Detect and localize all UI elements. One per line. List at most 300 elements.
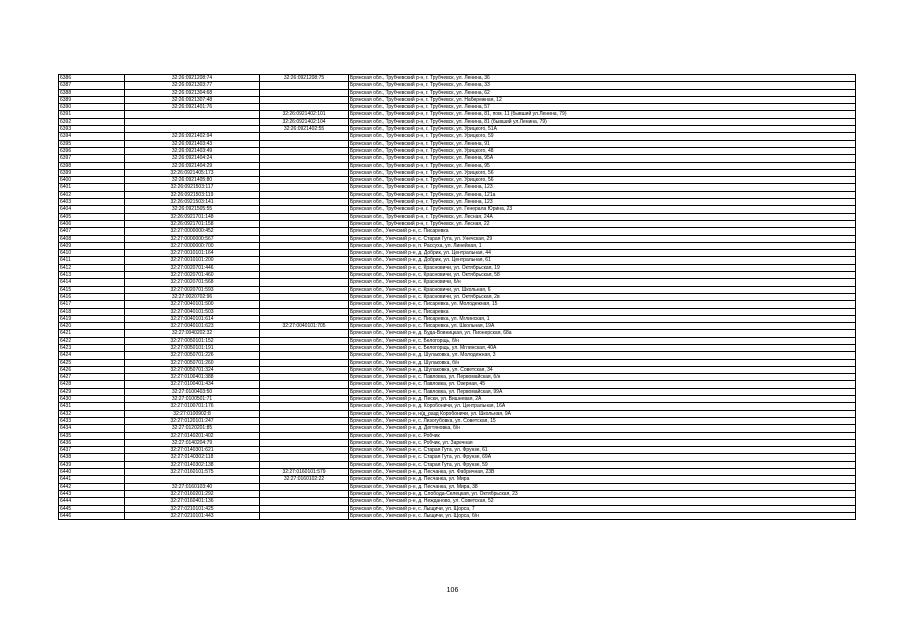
cadastral-number-cell: 32:27:0050101:152 [125,337,260,344]
row-number-cell: 6444 [59,498,125,505]
table-row [59,432,856,439]
row-number-cell: 6390 [59,104,125,111]
row-number-cell: 6427 [59,374,125,381]
address-cell: Брянская обл., Унечский р-н, с. Красновичи, ул. Октябрьская, 58 [349,272,856,279]
table-row [59,257,856,264]
related-cadastral-number-cell [260,279,349,286]
row-number-cell: 6426 [59,366,125,373]
row-number-cell: 6402 [59,191,125,198]
row-number-cell: 6445 [59,505,125,512]
row-number-cell: 6436 [59,439,125,446]
address-cell: Брянская обл., Унечский р-н, с. Белогорщь, б/н [349,337,856,344]
table-row [59,490,856,497]
cadastral-number-cell: 32:26:0921701:148 [125,213,260,220]
related-cadastral-number-cell [260,410,349,417]
related-cadastral-number-cell [260,498,349,505]
cadastral-number-cell: 32:26:0921404:24 [125,155,260,162]
cadastral-number-cell: 32:27:0160201:292 [125,490,260,497]
related-cadastral-number-cell [260,396,349,403]
address-cell: Брянская обл., Трубчевский р-н, г. Трубчевск, ул. Генерала Юрина, 23 [349,206,856,213]
related-cadastral-number-cell [260,184,349,191]
address-cell: Брянская обл., Унечский р-н, с. Павловка, ул. Первомайская, 99А [349,388,856,395]
cadastral-number-cell: 32:26:0921505:55 [125,206,260,213]
cadastral-number-cell: 32:27:0040101:614 [125,315,260,322]
table-row [59,301,856,308]
related-cadastral-number-cell: 32:27:0040101:705 [260,323,349,330]
cadastral-number-cell [125,118,260,125]
address-cell: Брянская обл., Трубчевский р-н, г. Трубчевск, ул. Ленина, 33 [349,82,856,89]
address-cell: Брянская обл., Трубчевский р-н, г. Трубчевск, ул. Ленина, 123 [349,199,856,206]
address-cell: Брянская обл., Унечский р-н, д. Пески, ул. Вишневая, 2А [349,396,856,403]
cadastral-number-cell: 32:27:0100403:50 [125,388,260,395]
address-cell: Брянская обл., Трубчевский р-н, г. Трубчевск, ул. Набережная, 12 [349,96,856,103]
row-number-cell: 6398 [59,162,125,169]
row-number-cell: 6442 [59,483,125,490]
related-cadastral-number-cell [260,213,349,220]
table-row [59,439,856,446]
related-cadastral-number-cell [260,330,349,337]
cadastral-number-cell: 32:27:0050701:226 [125,352,260,359]
related-cadastral-number-cell: 32:27:0160102:22 [260,476,349,483]
related-cadastral-number-cell [260,96,349,103]
cadastral-number-cell: 32:27:0120201:85 [125,425,260,432]
address-cell: Брянская обл., Унечский р-н, д. Песчанка, ул. Фабричная, 23В [349,469,856,476]
table-row [59,228,856,235]
address-cell: Брянская обл., Трубчевский р-н, г. Трубчевск, ул. Лесная, 22 [349,220,856,227]
cadastral-number-cell: 32:26:0921405:173 [125,169,260,176]
row-number-cell: 6418 [59,308,125,315]
row-number-cell: 6446 [59,512,125,519]
table-row [59,279,856,286]
address-cell: Брянская обл., Унечский р-н, с. Красновичи, б/н [349,279,856,286]
address-cell: Брянская обл., Трубчевский р-н, г. Трубчевск, ул. Ленина, 95 [349,162,856,169]
related-cadastral-number-cell [260,155,349,162]
cadastral-number-cell: 32:27:0160401:136 [125,498,260,505]
address-cell: Брянская обл., Унечский р-н, д. Коробоничи, ул. Центральная, 16А [349,403,856,410]
cadastral-number-cell: 32:27:0000000:452 [125,228,260,235]
related-cadastral-number-cell [260,403,349,410]
row-number-cell: 6413 [59,272,125,279]
table-row [59,133,856,140]
cadastral-number-cell: 32:26:0921303:77 [125,82,260,89]
address-cell: Брянская обл., Трубчевский р-н, г. Трубчевск, ул. Ленина, 36 [349,75,856,82]
related-cadastral-number-cell [260,242,349,249]
address-cell: Брянская обл., Унечский р-н, д. Песчанка, ул. Мира, 38 [349,483,856,490]
table-row [59,410,856,417]
row-number-cell: 6391 [59,111,125,118]
address-cell: Брянская обл., Унечский р-н, д. Буда-Вовницкая, ул. Пионерская, 68а [349,330,856,337]
table-row [59,147,856,154]
address-cell: Брянская обл., Унечский р-н, с. Робчик [349,432,856,439]
address-cell: Брянская обл., Унечский р-н, с. Старая Гута, ул. Фрунзе, 61 [349,447,856,454]
related-cadastral-number-cell [260,169,349,176]
row-number-cell: 6415 [59,286,125,293]
related-cadastral-number-cell [260,512,349,519]
related-cadastral-number-cell [260,264,349,271]
related-cadastral-number-cell [260,352,349,359]
related-cadastral-number-cell [260,177,349,184]
row-number-cell: 6428 [59,381,125,388]
related-cadastral-number-cell: 32:26:0921402:55 [260,126,349,133]
row-number-cell: 6443 [59,490,125,497]
cadastral-number-cell: 32:27:0020701:446 [125,264,260,271]
table-row [59,417,856,424]
address-cell: Брянская обл., Унечский р-н, д. Шулаковка, ул. Молодежная, 3 [349,352,856,359]
table-row [59,374,856,381]
cadastral-number-cell: 32:27:0040101:503 [125,308,260,315]
cadastral-number-cell [125,111,260,118]
cadastral-number-cell: 32:27:0010101:200 [125,257,260,264]
cadastral-number-cell: 32:27:0050101:191 [125,344,260,351]
table-row [59,330,856,337]
table-row [59,206,856,213]
row-number-cell: 6411 [59,257,125,264]
table-row [59,352,856,359]
related-cadastral-number-cell [260,191,349,198]
table-row [59,242,856,249]
cadastral-number-cell [125,126,260,133]
related-cadastral-number-cell [260,199,349,206]
related-cadastral-number-cell [260,483,349,490]
cadastral-number-cell: 32:27:0210101:425 [125,505,260,512]
row-number-cell: 6430 [59,396,125,403]
address-cell: Брянская обл., Унечский р-н, с. Старая Гута, ул. Унечская, 29 [349,235,856,242]
cadastral-number-cell: 32:26:0921402:94 [125,133,260,140]
row-number-cell: 6423 [59,344,125,351]
related-cadastral-number-cell [260,133,349,140]
cadastral-number-cell: 32:27:0050701:260 [125,359,260,366]
related-cadastral-number-cell [260,461,349,468]
address-cell: Брянская обл., Трубчевский р-н, г. Трубчевск, ул. Ленина, 62 [349,89,856,96]
table-row [59,177,856,184]
related-cadastral-number-cell [260,257,349,264]
row-number-cell: 6419 [59,315,125,322]
address-cell: Брянская обл., Унечский р-н, с. Павловка, ул. Озерная, 45 [349,381,856,388]
cadastral-number-cell [125,476,260,483]
table-row [59,396,856,403]
cadastral-number-cell: 32:26:0921403:49 [125,147,260,154]
address-cell: Брянская обл., Унечский р-н, с. Писаревка, ул. Школьная, 19А [349,323,856,330]
cadastral-number-cell: 32:27:0210101:443 [125,512,260,519]
cadastral-number-cell: 32:27:0040101:500 [125,301,260,308]
row-number-cell: 6410 [59,250,125,257]
address-cell: Брянская обл., Унечский р-н, д. Слобода-Селецкая, ул. Октябрьская, 23 [349,490,856,497]
table-row [59,184,856,191]
related-cadastral-number-cell [260,432,349,439]
address-cell: Брянская обл., Унечский р-н, с. Павловка, ул. Первомайская, б/н [349,374,856,381]
address-cell: Брянская обл., Унечский р-н, д. Нежданово, ул. Советская, 52 [349,498,856,505]
cadastral-number-cell: 32:27:0140201:402 [125,432,260,439]
cadastral-number-cell: 32:27:0040101:623 [125,323,260,330]
register-table-body [59,75,856,520]
cadastral-number-cell: 32:27:0020701:460 [125,272,260,279]
related-cadastral-number-cell [260,162,349,169]
table-row [59,344,856,351]
cadastral-number-cell: 32:26:0921503:141 [125,199,260,206]
row-number-cell: 6438 [59,454,125,461]
table-row [59,264,856,271]
related-cadastral-number-cell [260,490,349,497]
row-number-cell: 6435 [59,432,125,439]
table-row [59,220,856,227]
cadastral-number-cell: 32:26:0921208:74 [125,75,260,82]
related-cadastral-number-cell [260,337,349,344]
related-cadastral-number-cell [260,454,349,461]
related-cadastral-number-cell [260,388,349,395]
row-number-cell: 6395 [59,140,125,147]
row-number-cell: 6424 [59,352,125,359]
address-cell: Брянская обл., Унечский р-н, с. Красновичи, ул. Октябрьская, 19 [349,264,856,271]
table-row [59,250,856,257]
row-number-cell: 6414 [59,279,125,286]
register-sheet [58,74,855,520]
cadastral-number-cell: 32:27:0120101:247 [125,417,260,424]
address-cell: Брянская обл., Унечский р-н, с. Красновичи, ул. Школьная, 6 [349,286,856,293]
row-number-cell: 6407 [59,228,125,235]
address-cell: Брянская обл., Трубчевский р-н, г. Трубчевск, ул. Урицкого, 51А [349,126,856,133]
address-cell: Брянская обл., Трубчевский р-н, г. Трубчевск, ул. Ленина, 81, пом. 11 (бывший ул.Ленина, 79) [349,111,856,118]
table-row [59,191,856,198]
cadastral-number-cell: 32:27:0100401:388 [125,374,260,381]
address-cell: Брянская обл., Трубчевский р-н, г. Трубчевск, ул. Ленина, 123 [349,184,856,191]
table-row [59,96,856,103]
row-number-cell: 6394 [59,133,125,140]
related-cadastral-number-cell [260,417,349,424]
related-cadastral-number-cell [260,147,349,154]
row-number-cell: 6408 [59,235,125,242]
cadastral-number-cell: 32:27:0100902:8 [125,410,260,417]
row-number-cell: 6425 [59,359,125,366]
related-cadastral-number-cell [260,220,349,227]
table-row [59,498,856,505]
cadastral-number-cell: 32:27:0000000:700 [125,242,260,249]
table-row [59,118,856,125]
address-cell: Брянская обл., Трубчевский р-н, г. Трубчевск, ул. Лесная, 24А [349,213,856,220]
row-number-cell: 6392 [59,118,125,125]
table-row [59,315,856,322]
row-number-cell: 6437 [59,447,125,454]
row-number-cell: 6431 [59,403,125,410]
related-cadastral-number-cell [260,206,349,213]
cadastral-number-cell: 32:26:0921701:158 [125,220,260,227]
related-cadastral-number-cell [260,366,349,373]
row-number-cell: 6441 [59,476,125,483]
cadastral-number-cell: 32:27:0160103:40 [125,483,260,490]
address-cell: Брянская обл., Унечский р-н, д. Шулаковка, ул. Советская, 34 [349,366,856,373]
related-cadastral-number-cell [260,89,349,96]
row-number-cell: 6388 [59,89,125,96]
address-cell: Брянская обл., Унечский р-н, с. Старая Гута, ул. Фрунзе, 69А [349,454,856,461]
address-cell: Брянская обл., Унечский р-н, д. Песчанка, ул. Мира [349,476,856,483]
table-row [59,82,856,89]
cadastral-number-cell: 32:27:0010101:164 [125,250,260,257]
cadastral-number-cell: 32:27:0100501:71 [125,396,260,403]
related-cadastral-number-cell: 32:26:0921402:101 [260,111,349,118]
address-cell: Брянская обл., Трубчевский р-н, г. Трубчевск, ул. Урицкого, 56 [349,169,856,176]
cadastral-number-cell: 32:27:0160101:575 [125,469,260,476]
table-row [59,126,856,133]
address-cell: Брянская обл., Унечский р-н, д. Добрик, ул. Центральная, 61 [349,257,856,264]
address-cell: Брянская обл., Унечский р-н, с. Лыщичи, ул. Щорса, б/н [349,512,856,519]
cadastral-number-cell: 32:27:0140302:138 [125,461,260,468]
row-number-cell: 6389 [59,96,125,103]
address-cell: Брянская обл., Унечский р-н, д. Добрик, ул. Центральная, 44 [349,250,856,257]
property-register-table [58,74,856,520]
table-row [59,403,856,410]
cadastral-number-cell: 32:27:0140302:118 [125,454,260,461]
cadastral-number-cell: 32:27:0100701:176 [125,403,260,410]
related-cadastral-number-cell [260,140,349,147]
related-cadastral-number-cell [260,425,349,432]
row-number-cell: 6396 [59,147,125,154]
address-cell: Брянская обл., Унечский р-н, с. Писаревка, ул. Мглинская, 1 [349,315,856,322]
related-cadastral-number-cell [260,82,349,89]
table-row [59,469,856,476]
table-row [59,199,856,206]
address-cell: Брянская обл., Унечский р-н, д. Шулаковка, б/н [349,359,856,366]
related-cadastral-number-cell [260,315,349,322]
related-cadastral-number-cell [260,344,349,351]
table-row [59,447,856,454]
cadastral-number-cell: 32:27:0140204:79 [125,439,260,446]
table-row [59,381,856,388]
table-row [59,140,856,147]
cadastral-number-cell: 32:26:0921401:76 [125,104,260,111]
table-row [59,454,856,461]
address-cell: Брянская обл., Унечский р-н, с. Лыщичи, ул. Щорса, 7 [349,505,856,512]
cadastral-number-cell: 32:26:0921503:119 [125,191,260,198]
table-row [59,476,856,483]
related-cadastral-number-cell [260,447,349,454]
table-row [59,505,856,512]
cadastral-number-cell: 32:26:0921405:80 [125,177,260,184]
related-cadastral-number-cell: 32:26:0921208:75 [260,75,349,82]
cadastral-number-cell: 32:27:0020702:96 [125,293,260,300]
table-row [59,286,856,293]
row-number-cell: 6417 [59,301,125,308]
table-row [59,162,856,169]
row-number-cell: 6433 [59,417,125,424]
table-row [59,169,856,176]
related-cadastral-number-cell [260,359,349,366]
table-row [59,366,856,373]
address-cell: Брянская обл., Унечский р-н, н/д_разд Коробоничи, ул. Школьная, 9А [349,410,856,417]
row-number-cell: 6432 [59,410,125,417]
related-cadastral-number-cell [260,272,349,279]
table-row [59,323,856,330]
table-row [59,272,856,279]
address-cell: Брянская обл., Трубчевский р-н, г. Трубчевск, ул. Ленина, 95А [349,155,856,162]
row-number-cell: 6404 [59,206,125,213]
row-number-cell: 6434 [59,425,125,432]
table-row [59,308,856,315]
address-cell: Брянская обл., Унечский р-н, с. Робчик, ул. Заречная [349,439,856,446]
row-number-cell: 6399 [59,169,125,176]
related-cadastral-number-cell [260,286,349,293]
table-row [59,425,856,432]
related-cadastral-number-cell [260,104,349,111]
table-row [59,75,856,82]
address-cell: Брянская обл., Трубчевский р-н, г. Трубчевск, ул. Ленина, 91 [349,140,856,147]
row-number-cell: 6406 [59,220,125,227]
row-number-cell: 6439 [59,461,125,468]
table-row [59,235,856,242]
row-number-cell: 6440 [59,469,125,476]
row-number-cell: 6429 [59,388,125,395]
related-cadastral-number-cell [260,505,349,512]
related-cadastral-number-cell [260,235,349,242]
table-row [59,483,856,490]
table-row [59,155,856,162]
address-cell: Брянская обл., Унечский р-н, с. Лизогубовка, ул. Советская, 15 [349,417,856,424]
table-row [59,213,856,220]
cadastral-number-cell: 32:27:0040202:32 [125,330,260,337]
cadastral-number-cell: 32:27:0140301:621 [125,447,260,454]
row-number-cell: 6420 [59,323,125,330]
related-cadastral-number-cell: 32:26:0921402:104 [260,118,349,125]
cadastral-number-cell: 32:27:0020701:593 [125,286,260,293]
address-cell: Брянская обл., Трубчевский р-н, г. Трубчевск, ул. Урицкого, 56 [349,177,856,184]
cadastral-number-cell: 32:27:0020701:568 [125,279,260,286]
table-row [59,104,856,111]
row-number-cell: 6405 [59,213,125,220]
row-number-cell: 6421 [59,330,125,337]
cadastral-number-cell: 32:26:0921403:43 [125,140,260,147]
row-number-cell: 6400 [59,177,125,184]
related-cadastral-number-cell [260,293,349,300]
address-cell: Брянская обл., Трубчевский р-н, г. Трубчевск, ул. Ленина, 121а [349,191,856,198]
address-cell: Брянская обл., Трубчевский р-н, г. Трубчевск, ул. Ленина, 57 [349,104,856,111]
related-cadastral-number-cell [260,308,349,315]
row-number-cell: 6412 [59,264,125,271]
cadastral-number-cell: 32:26:0921503:117 [125,184,260,191]
related-cadastral-number-cell [260,250,349,257]
page-number: 106 [446,587,459,594]
address-cell: Брянская обл., Трубчевский р-н, г. Трубчевск, ул. Ленина, 81 (бывший ул.Ленина, 79) [349,118,856,125]
cadastral-number-cell: 32:26:0921404:29 [125,162,260,169]
address-cell: Брянская обл., Унечский р-н, с. Писаревка [349,308,856,315]
related-cadastral-number-cell [260,374,349,381]
row-number-cell: 6386 [59,75,125,82]
related-cadastral-number-cell [260,439,349,446]
cadastral-number-cell: 32:27:0050701:324 [125,366,260,373]
address-cell: Брянская обл., Унечский р-н, с. Красновичи, ул. Октябрьская, 2в [349,293,856,300]
cadastral-number-cell: 32:26:0921304:68 [125,89,260,96]
cadastral-number-cell: 32:27:0100401:434 [125,381,260,388]
cadastral-number-cell: 32:26:0921307:48 [125,96,260,103]
row-number-cell: 6403 [59,199,125,206]
row-number-cell: 6422 [59,337,125,344]
table-row [59,337,856,344]
address-cell: Брянская обл., Унечский р-н, с. Старая Гута, ул. Фрунзе, 59 [349,461,856,468]
address-cell: Брянская обл., Трубчевский р-н, г. Трубчевск, ул. Урицкого, 48 [349,147,856,154]
address-cell: Брянская обл., Унечский р-н, д. Дегтяновка, б/н [349,425,856,432]
row-number-cell: 6409 [59,242,125,249]
related-cadastral-number-cell [260,381,349,388]
related-cadastral-number-cell [260,228,349,235]
table-row [59,89,856,96]
address-cell: Брянская обл., Трубчевский р-н, г. Трубчевск, ул. Урицкого, 59 [349,133,856,140]
row-number-cell: 6387 [59,82,125,89]
table-row [59,512,856,519]
address-cell: Брянская обл., Унечский р-н, с. Белогорщь, ул. Мглинская, 40А [349,344,856,351]
table-row [59,359,856,366]
address-cell: Брянская обл., Унечский р-н, с. Писаревка [349,228,856,235]
table-row [59,111,856,118]
address-cell: Брянская обл., Унечский р-н, с. Писаревка, ул. Молодежная, 15 [349,301,856,308]
row-number-cell: 6397 [59,155,125,162]
row-number-cell: 6401 [59,184,125,191]
